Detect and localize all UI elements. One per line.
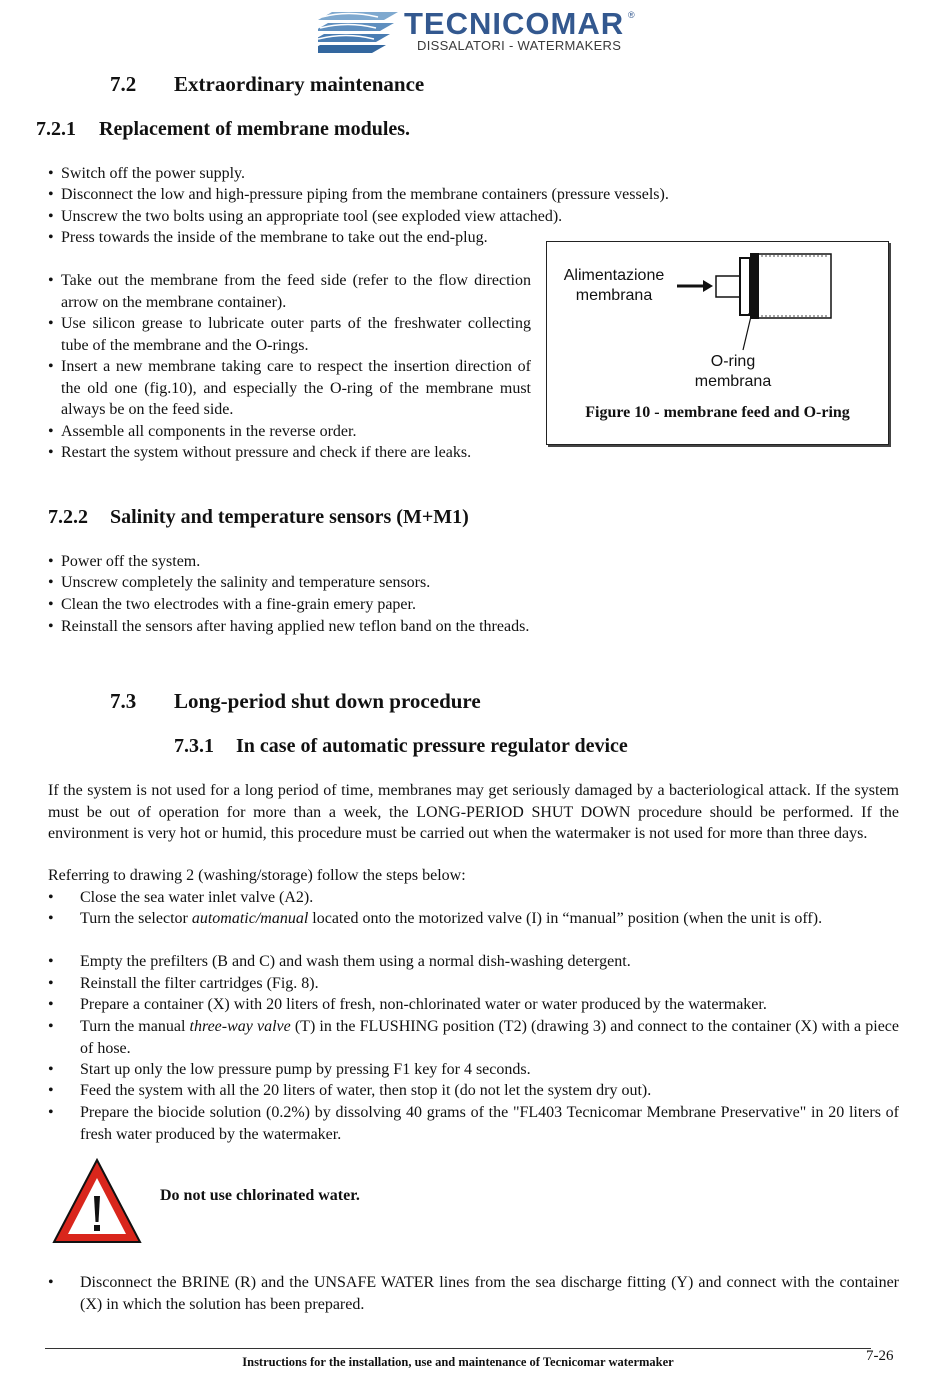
bullet-icon: • [48,229,54,246]
bullet-icon: • [48,315,54,332]
list-item: • Assemble all components in the reverse order. [48,421,531,443]
logo-tagline: DISSALATORI - WATERMAKERS [417,38,622,53]
list-item: • Turn the manual three-way valve (T) in the FLUSHING position (T2) (drawing 3) and connect to the container (X) with a piece of hose. [48,1018,900,1057]
heading-7-3 [110,689,481,714]
footer-text: Instructions for the installation, use and maintenance of Tecnicomar watermaker [242,1355,674,1369]
list-item: • Press towards the inside of the membrane to take out the end-plug. [48,227,531,249]
list-item: • Switch off the power supply. [48,163,748,185]
footer-divider [45,1348,871,1349]
list-item: • Use silicon grease to lubricate outer parts of the freshwater collecting tube of the membrane and the O-rings. [48,315,531,354]
bullet-icon: • [48,165,54,182]
list-item: • Empty the prefilters (B and C) and wash them using a normal dish-washing detergent. [48,951,899,973]
warning-triangle-icon [52,1158,142,1244]
heading-7-2 [110,72,424,97]
waves-logo-icon [318,10,400,54]
list-item: • Reinstall the sensors after having applied new teflon band on the threads. [48,616,848,638]
referring-paragraph: Referring to drawing 2 (washing/storage) follow the steps below: [48,867,466,884]
bullet-icon: • [48,889,54,906]
list-item: • Start up only the low pressure pump by pressing F1 key for 4 seconds. [48,1059,899,1081]
heading-number: 7.2.2 [48,506,88,528]
heading-number: 7.3.1 [174,735,214,757]
bullet-icon: • [48,910,54,927]
list-item: • Power off the system. [48,551,848,573]
heading-title: Replacement of membrane modules. [99,118,411,140]
bullet-icon: • [48,1274,54,1291]
list-item: • Feed the system with all the 20 liters of water, then stop it (do not let the system dry out). [48,1080,899,1102]
list-item: • Unscrew the two bolts using an appropriate tool (see exploded view attached). [48,206,848,228]
heading-7-2-1 [36,118,410,141]
bullet-icon: • [48,186,54,203]
company-logo [318,8,636,56]
list-item: • Insert a new membrane taking care to respect the insertion direction of the old one (fig.10), and especially the O-ring of the membrane must always be on the feed side. [48,358,531,418]
figure-label-feed: Alimentazione membrana [563,267,665,304]
heading-7-3-1 [174,735,628,758]
list-item: • Take out the membrane from the feed side (refer to the flow direction arrow on the membrane container). [48,272,531,311]
bullet-icon: • [48,444,54,461]
list-item: • Reinstall the filter cartridges (Fig. 8). [48,973,899,995]
bullet-icon: • [48,272,54,289]
figure-caption: Figure 10 - membrane feed and O-ring [585,404,850,421]
list-item: • Unscrew completely the salinity and temperature sensors. [48,572,848,594]
list-item: • Restart the system without pressure and check if there are leaks. [48,442,531,464]
figure-label-oring: O-ring membrana [694,353,772,390]
bullet-icon: • [48,618,54,635]
list-item: • Prepare the biocide solution (0.2%) by dissolving 40 grams of the "FL403 Tecnicomar Membrane Preservative" in 20 liters of fresh water produced by the watermaker. [48,1104,899,1143]
bullet-icon: • [48,574,54,591]
bullet-icon: • [48,596,54,613]
heading-title: In case of automatic pressure regulator device [236,735,628,757]
heading-title: Salinity and temperature sensors (M+M1) [110,506,469,528]
page-number: 7-26 [866,1348,894,1364]
bullet-icon: • [48,208,54,225]
bullet-icon: • [48,996,54,1013]
bullet-icon: • [48,358,54,375]
bullet-icon: • [48,975,54,992]
logo-registered-mark: ® [628,10,635,20]
bullet-icon: • [48,1061,54,1078]
heading-title: Long-period shut down procedure [174,689,481,713]
figure-10 [546,241,889,445]
heading-number: 7.2 [110,72,137,96]
bullet-icon: • [48,1082,54,1099]
bullet-icon: • [48,423,54,440]
list-item: • Disconnect the BRINE (R) and the UNSAFE WATER lines from the sea discharge fitting (Y) and connect with the container (X) in which the solution has been prepared. [48,1274,899,1313]
list-item: • Clean the two electrodes with a fine-grain emery paper. [48,594,848,616]
bullet-icon: • [48,1104,54,1121]
heading-number: 7.2.1 [36,118,76,140]
list-item: • Disconnect the low and high-pressure piping from the membrane containers (pressure vessels). [48,184,848,206]
heading-title: Extraordinary maintenance [174,72,425,96]
heading-7-2-2 [48,506,469,529]
intro-paragraph: If the system is not used for a long period of time, membranes may get seriously damaged by a bacteriological attack. If the system must be out of operation for more than a week, the LONG-PERIOD SHUT DOWN procedure should be performed. If the environment is very hot or humid, this procedure must be carried out when the watermaker is not used for more than three days. [48,782,899,843]
logo-wordmark: TECNICOMAR [404,6,625,41]
bullet-icon: • [48,553,54,570]
list-item: • Close the sea water inlet valve (A2). [48,887,899,909]
list-item: • Turn the selector automatic/manual located onto the motorized valve (I) in “manual” position (when the unit is off). [48,908,899,930]
list-item: • Prepare a container (X) with 20 liters of fresh, non-chlorinated water or water produced by the watermaker. [48,994,899,1016]
bullet-icon: • [48,953,54,970]
bullet-icon: • [48,1018,54,1035]
heading-number: 7.3 [110,689,137,713]
warning-text: Do not use chlorinated water. [160,1187,360,1204]
